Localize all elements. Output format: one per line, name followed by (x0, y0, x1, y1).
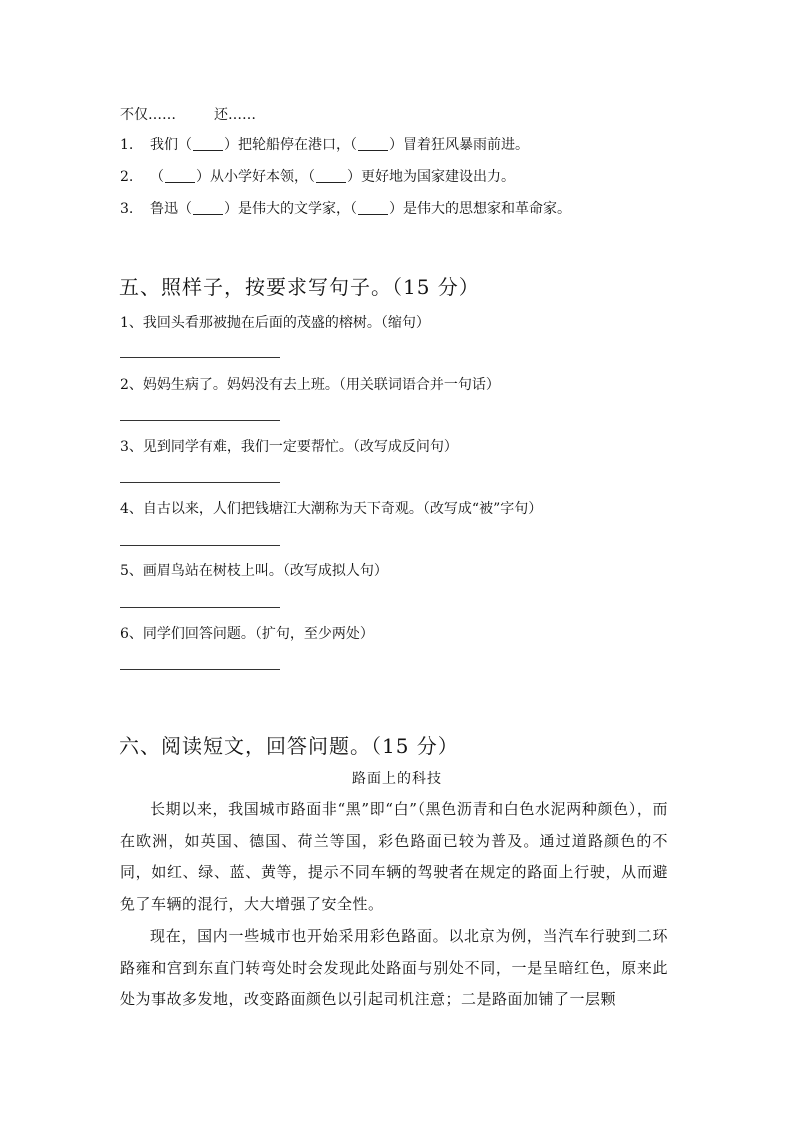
answer-blank[interactable] (358, 136, 388, 151)
item-text: ）从小学好本领，（ (196, 169, 315, 185)
answer-blank[interactable] (193, 136, 223, 151)
answer-line[interactable] (120, 669, 280, 670)
item-text: ）冒着狂风暴雨前进。 (389, 137, 529, 153)
section-heading: 五、照样子，按要求写句子。（15 分） (119, 275, 480, 299)
question-text: 6、同学们回答问题。（扩句，至少两处） (120, 626, 374, 642)
item-text: ）更好地为国家建设出力。 (347, 169, 515, 185)
item-text: 鲁迅（ (150, 201, 192, 217)
item-text: ）把轮船停在港口，（ (224, 137, 357, 153)
item-number: 1. (120, 137, 134, 153)
answer-line[interactable] (120, 482, 280, 483)
question-text: 2、妈妈生病了。妈妈没有去上班。（用关联词语合并一句话） (120, 377, 500, 393)
section-heading: 六、阅读短文，回答问题。（15 分） (119, 734, 459, 758)
question-text: 1、我回头看那被抛在后面的茂盛的榕树。（缩句） (120, 315, 430, 331)
question-text: 3、见到同学有难，我们一定要帮忙。（改写成反问句） (120, 439, 458, 455)
answer-line[interactable] (120, 607, 280, 608)
connective-words (120, 104, 256, 124)
passage-paragraph: 现在，国内一些城市也开始采用彩色路面。以北京为例，当汽车行驶到二环路雍和宫到东直门转弯处时会发现此处路面与别处不同，一是呈暗红色，原来此处为事故多发地，改变路面颜色以引起司机注意；二是路面加铺了一层颗 (120, 927, 668, 1008)
answer-blank[interactable] (358, 200, 388, 215)
item-number: 2. (120, 169, 134, 185)
item-number: 3. (120, 201, 134, 217)
item-text: 我们（ (150, 137, 192, 153)
fill-item (120, 134, 529, 154)
question-text: 4、自古以来，人们把钱塘江大潮称为天下奇观。（改写成“被”字句） (120, 501, 543, 517)
answer-blank[interactable] (165, 168, 195, 183)
connective-first: 不仅…… (120, 107, 176, 123)
item-text: ）是伟大的思想家和革命家。 (389, 201, 571, 217)
answer-blank[interactable] (316, 168, 346, 183)
answer-line[interactable] (120, 420, 280, 421)
item-text: （ (150, 169, 164, 185)
item-text: ）是伟大的文学家，（ (224, 201, 357, 217)
passage-paragraph: 长期以来，我国城市路面非“黑”即“白”（黑色沥青和白色水泥两种颜色），而在欧洲，如英国、德国、荷兰等国，彩色路面已较为普及。通过道路颜色的不同，如红、绿、蓝、黄等，提示不同车辆的驾驶者在规定的路面上行驶，从而避免了车辆的混行，大大增强了安全性。 (120, 800, 668, 913)
connective-second: 还…… (214, 107, 256, 123)
fill-item (120, 198, 571, 218)
answer-line[interactable] (120, 545, 280, 546)
answer-blank[interactable] (193, 200, 223, 215)
passage-title: 路面上的科技 (352, 771, 442, 787)
answer-line[interactable] (120, 357, 280, 358)
question-text: 5、画眉鸟站在树枝上叫。（改写成拟人句） (120, 563, 388, 579)
fill-item (120, 166, 515, 186)
